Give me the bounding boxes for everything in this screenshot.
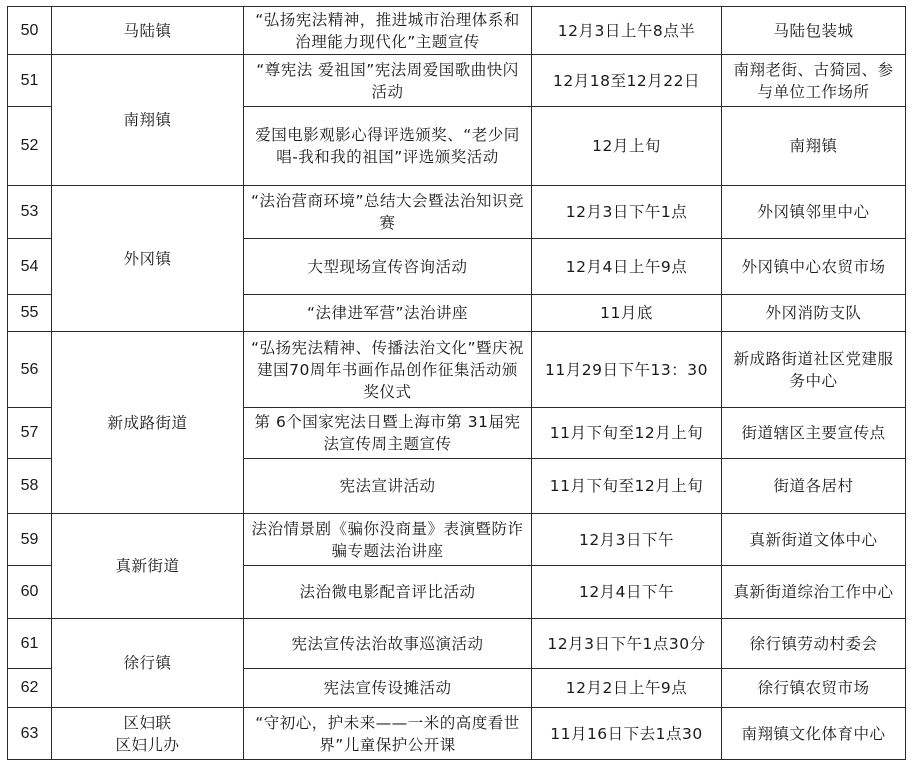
time-cell: 12月上旬 [532,107,722,186]
activity-cell: 法治情景剧《骗你没商量》表演暨防诈骗专题法治讲座 [244,514,532,566]
time-cell: 12月4日上午9点 [532,239,722,295]
activity-table [7,6,906,760]
time-cell: 12月2日上午9点 [532,669,722,708]
place-cell: 南翔镇文化体育中心 [722,708,906,760]
time-cell: 11月下旬至12月上旬 [532,459,722,514]
time-cell: 12月4日下午 [532,566,722,619]
time-cell: 11月底 [532,295,722,332]
activity-cell: “尊宪法 爱祖国”宪法周爱国歌曲快闪活动 [244,55,532,107]
place-cell: 真新街道综治工作中心 [722,566,906,619]
activity-cell: 宪法宣讲活动 [244,459,532,514]
place-cell: 街道各居村 [722,459,906,514]
time-cell: 12月18至12月22日 [532,55,722,107]
time-cell: 12月3日上午8点半 [532,7,722,55]
place-cell: 马陆包装城 [722,7,906,55]
activity-cell: “守初心，护未来——一米的高度看世界”儿童保护公开课 [244,708,532,760]
time-cell: 12月3日下午1点 [532,186,722,239]
table-row [8,332,906,408]
unit-cell: 外冈镇 [52,186,244,332]
unit-cell: 南翔镇 [52,55,244,186]
place-cell: 真新街道文体中心 [722,514,906,566]
activity-cell: “法律进军营”法治讲座 [244,295,532,332]
unit-cell: 真新街道 [52,514,244,619]
row-number: 62 [8,669,52,708]
unit-cell: 区妇联 区妇儿办 [52,708,244,760]
activity-cell: “弘扬宪法精神，推进城市治理体系和治理能力现代化”主题宣传 [244,7,532,55]
row-number: 51 [8,55,52,107]
place-cell: 外冈消防支队 [722,295,906,332]
time-cell: 11月16日下去1点30 [532,708,722,760]
place-cell: 外冈镇中心农贸市场 [722,239,906,295]
unit-cell: 马陆镇 [52,7,244,55]
place-cell: 新成路街道社区党建服务中心 [722,332,906,408]
activity-cell: 法治微电影配音评比活动 [244,566,532,619]
activity-cell: 宪法宣传法治故事巡演活动 [244,619,532,669]
activity-cell: 宪法宣传设摊活动 [244,669,532,708]
activity-cell: “法治营商环境”总结大会暨法治知识竞赛 [244,186,532,239]
time-cell: 12月3日下午1点30分 [532,619,722,669]
activity-cell: “弘扬宪法精神、传播法治文化”暨庆祝建国70周年书画作品创作征集活动颁奖仪式 [244,332,532,408]
place-cell: 南翔镇 [722,107,906,186]
place-cell: 南翔老街、古猗园、参与单位工作场所 [722,55,906,107]
table-row [8,55,906,107]
table-row [8,7,906,55]
row-number: 60 [8,566,52,619]
table-row [8,186,906,239]
row-number: 55 [8,295,52,332]
place-cell: 街道辖区主要宣传点 [722,408,906,459]
row-number: 61 [8,619,52,669]
unit-cell: 徐行镇 [52,619,244,708]
place-cell: 外冈镇邻里中心 [722,186,906,239]
activity-cell: 第 6个国家宪法日暨上海市第 31届宪法宣传周主题宣传 [244,408,532,459]
row-number: 56 [8,332,52,408]
table-row [8,619,906,669]
activity-cell: 爱国电影观影心得评选颁奖、“老少同唱-我和我的祖国”评选颁奖活动 [244,107,532,186]
table-row [8,708,906,760]
row-number: 58 [8,459,52,514]
row-number: 63 [8,708,52,760]
table-row [8,514,906,566]
row-number: 54 [8,239,52,295]
row-number: 59 [8,514,52,566]
row-number: 50 [8,7,52,55]
activity-cell: 大型现场宣传咨询活动 [244,239,532,295]
place-cell: 徐行镇农贸市场 [722,669,906,708]
time-cell: 12月3日下午 [532,514,722,566]
place-cell: 徐行镇劳动村委会 [722,619,906,669]
time-cell: 11月29日下午13：30 [532,332,722,408]
time-cell: 11月下旬至12月上旬 [532,408,722,459]
unit-cell: 新成路街道 [52,332,244,514]
row-number: 53 [8,186,52,239]
row-number: 57 [8,408,52,459]
row-number: 52 [8,107,52,186]
